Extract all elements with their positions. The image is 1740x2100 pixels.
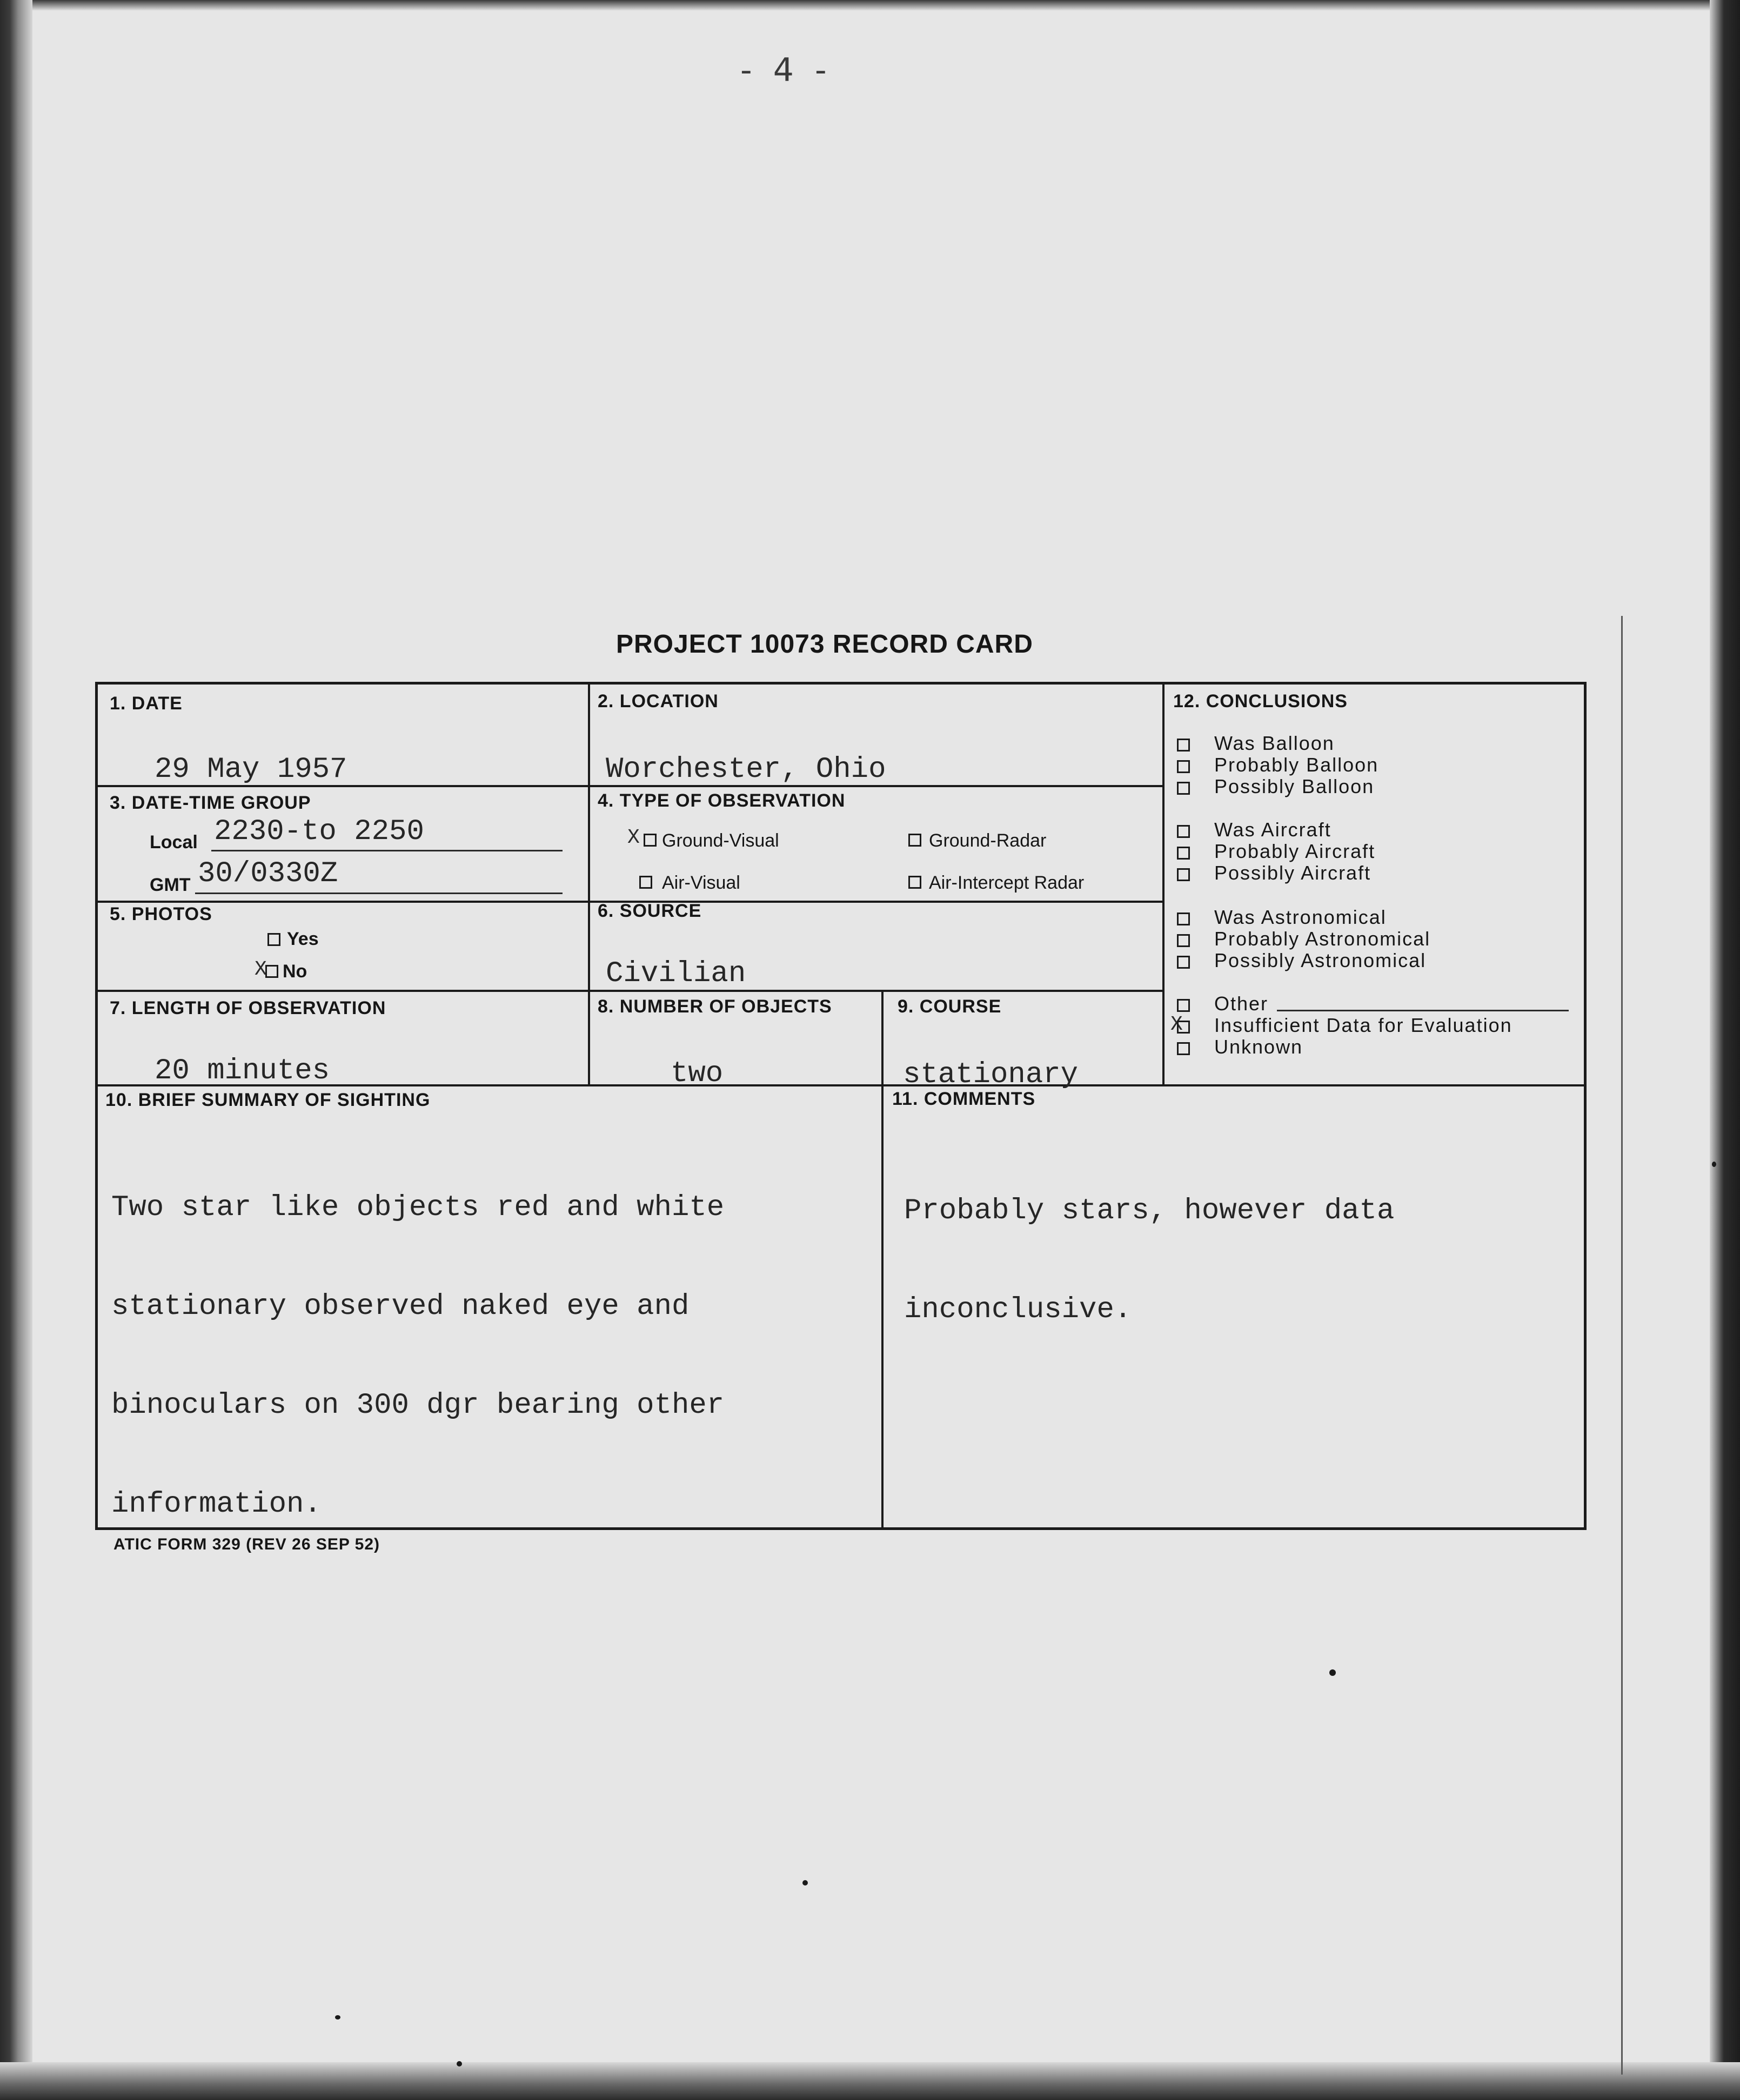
conclusion-option: Probably Astronomical <box>1214 928 1431 950</box>
conclusion-option: Possibly Balloon <box>1214 775 1375 797</box>
ground-radar-option: Ground-Radar <box>929 830 1047 851</box>
date-label: 1. DATE <box>110 693 183 714</box>
date-value: 29 May 1957 <box>155 753 347 786</box>
possibly-aircraft-checkbox[interactable] <box>1177 868 1190 881</box>
conclusion-option: Other <box>1214 992 1269 1015</box>
scan-edge-right <box>1710 0 1740 2100</box>
dust-speck <box>802 1880 808 1886</box>
dust-speck <box>457 2061 462 2067</box>
other-checkbox[interactable] <box>1177 999 1190 1012</box>
conclusion-option: Insufficient Data for Evaluation <box>1214 1014 1513 1036</box>
photos-yes-checkbox[interactable] <box>267 933 280 946</box>
possibly-balloon-checkbox[interactable] <box>1177 782 1190 795</box>
other-underline <box>1277 1010 1569 1011</box>
conclusion-option: Probably Aircraft <box>1214 840 1376 862</box>
ground-radar-checkbox[interactable] <box>908 834 921 847</box>
conclusion-option: Unknown <box>1214 1036 1303 1058</box>
divider-col1 <box>588 685 590 1084</box>
air-intercept-radar-checkbox[interactable] <box>908 876 921 889</box>
date-time-group-label: 3. DATE-TIME GROUP <box>110 793 311 813</box>
photos-label: 5. PHOTOS <box>110 904 212 924</box>
location-value: Worchester, Ohio <box>606 753 886 786</box>
summary-line: binoculars on 300 dgr bearing other <box>111 1389 725 1422</box>
comments-line: Probably stars, however data <box>904 1195 1395 1227</box>
paper-fold-line <box>1621 616 1623 2075</box>
photos-no-checkbox[interactable] <box>265 965 278 978</box>
divider-col3 <box>1162 685 1165 1084</box>
was-astronomical-checkbox[interactable] <box>1177 913 1190 925</box>
comments-label: 11. COMMENTS <box>892 1089 1036 1109</box>
course-value: stationary <box>903 1058 1079 1091</box>
ground-visual-checkbox[interactable] <box>644 834 657 847</box>
conclusion-option: Was Balloon <box>1214 732 1335 754</box>
air-intercept-radar-option: Air-Intercept Radar <box>929 873 1085 893</box>
ground-visual-option: Ground-Visual <box>662 830 779 851</box>
card-title: PROJECT 10073 RECORD CARD <box>616 630 1033 659</box>
course-label: 9. COURSE <box>898 996 1002 1017</box>
record-card <box>95 682 1587 1530</box>
length-of-observation-value: 20 minutes <box>155 1055 330 1088</box>
number-of-objects-label: 8. NUMBER OF OBJECTS <box>598 996 832 1017</box>
location-label: 2. LOCATION <box>598 691 719 712</box>
gmt-label: GMT <box>150 875 191 895</box>
length-of-observation-label: 7. LENGTH OF OBSERVATION <box>110 998 386 1018</box>
probably-aircraft-checkbox[interactable] <box>1177 847 1190 860</box>
local-underline <box>211 850 563 851</box>
source-value: Civilian <box>606 957 746 990</box>
probably-balloon-checkbox[interactable] <box>1177 760 1190 773</box>
probably-astronomical-checkbox[interactable] <box>1177 934 1190 947</box>
photos-no-option: No <box>283 961 307 982</box>
conclusion-option: Was Aircraft <box>1214 818 1331 841</box>
source-label: 6. SOURCE <box>598 901 702 921</box>
photos-yes-option: Yes <box>287 929 319 949</box>
unknown-checkbox[interactable] <box>1177 1042 1190 1055</box>
number-of-objects-value: two <box>671 1057 724 1090</box>
was-aircraft-checkbox[interactable] <box>1177 825 1190 838</box>
conclusion-option: Probably Balloon <box>1214 754 1379 776</box>
comments-line: inconclusive. <box>904 1293 1132 1326</box>
local-label: Local <box>150 832 198 853</box>
scan-edge-bottom <box>0 2062 1740 2100</box>
dust-speck <box>1712 1162 1716 1167</box>
gmt-time-value: 30/0330Z <box>198 857 338 890</box>
summary-line: Two star like objects red and white <box>111 1191 725 1224</box>
scan-edge-left <box>0 0 32 2100</box>
scan-edge-top <box>0 0 1740 11</box>
conclusion-option: Possibly Aircraft <box>1214 862 1371 884</box>
gmt-underline <box>195 893 563 894</box>
comments-text <box>904 1129 1394 1392</box>
photos-no-x-mark: X <box>255 958 267 981</box>
divider-mid <box>881 990 884 1527</box>
form-id-footer: ATIC FORM 329 (REV 26 SEP 52) <box>113 1535 380 1553</box>
conclusion-option: Was Astronomical <box>1214 906 1387 928</box>
conclusions-label: 12. CONCLUSIONS <box>1173 691 1348 712</box>
ground-visual-x-mark: X <box>627 826 640 849</box>
air-visual-option: Air-Visual <box>662 873 740 893</box>
summary-label: 10. BRIEF SUMMARY OF SIGHTING <box>105 1090 431 1110</box>
possibly-astronomical-checkbox[interactable] <box>1177 956 1190 969</box>
summary-text <box>111 1125 724 1587</box>
local-time-value: 2230-to 2250 <box>214 815 424 848</box>
type-of-observation-label: 4. TYPE OF OBSERVATION <box>598 790 846 811</box>
summary-line: stationary observed naked eye and <box>111 1290 690 1323</box>
insufficient-data-checkbox[interactable] <box>1177 1021 1190 1034</box>
page-number-mark: - 4 - <box>740 51 832 89</box>
summary-line: information. <box>111 1488 322 1521</box>
insufficient-data-x-mark: X <box>1170 1013 1183 1036</box>
dust-speck <box>1329 1669 1336 1676</box>
was-balloon-checkbox[interactable] <box>1177 739 1190 752</box>
dust-speck <box>335 2015 340 2020</box>
air-visual-checkbox[interactable] <box>639 876 652 889</box>
conclusion-option: Possibly Astronomical <box>1214 949 1427 971</box>
